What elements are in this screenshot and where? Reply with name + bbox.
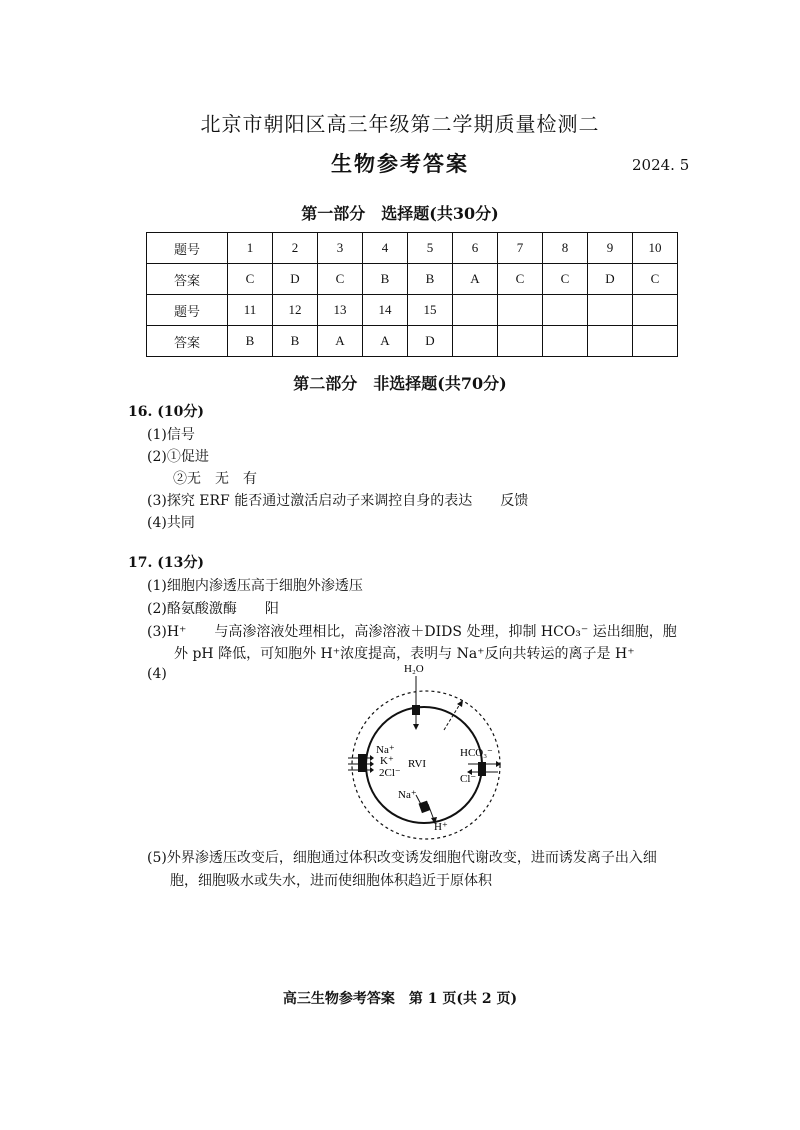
part2-heading: 第二部分 非选择题(共70分) <box>293 374 507 393</box>
h-label: H⁺ <box>434 821 448 833</box>
cl-label: Cl⁻ <box>460 773 477 785</box>
arrowhead-icon <box>370 767 374 773</box>
q16-answer-4: (4)共同 <box>147 515 195 531</box>
table-cell: 6 <box>453 233 498 264</box>
table-cell: C <box>498 264 543 295</box>
table-cell <box>453 295 498 326</box>
aquaporin-channel <box>412 705 420 715</box>
q16-heading: 16. (10分) <box>128 404 204 420</box>
table-cell: B <box>228 326 273 357</box>
q17-answer-5-line1: (5)外界渗透压改变后，细胞通过体积改变诱发细胞代谢改变，进而诱发离子出入细 <box>147 850 657 866</box>
table-cell: C <box>543 264 588 295</box>
h-out-arrow <box>428 804 434 820</box>
table-cell: D <box>408 326 453 357</box>
q16-answer-2b: ②无 无 有 <box>173 471 257 487</box>
table-cell <box>498 295 543 326</box>
table-cell: 14 <box>363 295 408 326</box>
document-subtitle: 生物参考答案 <box>331 151 469 176</box>
arrowhead-icon <box>370 755 374 761</box>
table-cell <box>588 326 633 357</box>
cell-volume-diagram <box>336 658 516 843</box>
table-cell <box>453 326 498 357</box>
q17-answer-1: (1)细胞内渗透压高于细胞外渗透压 <box>147 578 363 594</box>
nkcc-transporter <box>358 754 367 772</box>
table-cell <box>633 326 678 357</box>
h2o-label: H₂O <box>404 663 424 675</box>
q17-heading: 17. (13分) <box>128 555 204 571</box>
table-cell: 15 <box>408 295 453 326</box>
table-cell <box>588 295 633 326</box>
table-cell: 12 <box>273 295 318 326</box>
table-row <box>147 233 678 264</box>
table-cell: A <box>363 326 408 357</box>
table-cell: 1 <box>228 233 273 264</box>
table-cell: 5 <box>408 233 453 264</box>
table-row-label: 答案 <box>147 326 228 357</box>
table-cell <box>543 326 588 357</box>
table-cell: 13 <box>318 295 363 326</box>
table-row-label: 题号 <box>147 295 228 326</box>
table-cell: 9 <box>588 233 633 264</box>
h2o-arrowhead <box>413 724 419 730</box>
table-cell <box>633 295 678 326</box>
table-cell <box>498 326 543 357</box>
document-title: 北京市朝阳区高三年级第二学期质量检测二 <box>200 112 600 136</box>
expansion-arrowhead <box>457 700 463 707</box>
table-cell: A <box>453 264 498 295</box>
rvi-label: RVI <box>408 758 427 770</box>
table-cell: C <box>318 264 363 295</box>
q16-answer-2a: (2)①促进 <box>147 449 209 465</box>
table-cell: 8 <box>543 233 588 264</box>
answer-table <box>146 232 678 357</box>
part1-heading: 第一部分 选择题(共30分) <box>301 204 499 223</box>
q17-answer-2: (2)酪氨酸激酶 阳 <box>147 601 279 617</box>
table-cell <box>543 295 588 326</box>
table-cell: D <box>588 264 633 295</box>
table-cell: 4 <box>363 233 408 264</box>
table-cell: 3 <box>318 233 363 264</box>
q17-answer-4: (4) <box>147 666 167 682</box>
table-cell: B <box>408 264 453 295</box>
table-cell: 7 <box>498 233 543 264</box>
table-cell: B <box>363 264 408 295</box>
table-row <box>147 264 678 295</box>
q16-answer-1: (1)信号 <box>147 427 195 443</box>
table-cell: 2 <box>273 233 318 264</box>
page-footer: 高三生物参考答案 第 1 页(共 2 页) <box>282 991 518 1007</box>
k-label: K⁺ <box>380 755 394 767</box>
table-row-label: 题号 <box>147 233 228 264</box>
q17-answer-3-line2: 外 pH 降低，可知胞外 H⁺浓度提高，表明与 Na⁺反向共转运的离子是 H⁺ <box>174 646 635 662</box>
table-row-label: 答案 <box>147 264 228 295</box>
q17-answer-5-line2: 胞，细胞吸水或失水，进而使细胞体积趋近于原体积 <box>170 873 492 889</box>
table-cell: A <box>318 326 363 357</box>
table-cell: C <box>633 264 678 295</box>
arrowhead-icon <box>370 761 374 767</box>
document-date: 2024. 5 <box>632 156 690 174</box>
table-cell: C <box>228 264 273 295</box>
na2-label: Na⁺ <box>398 789 417 801</box>
hco3-label: HCO₃⁻ <box>460 747 493 759</box>
table-cell: 10 <box>633 233 678 264</box>
na-label: Na⁺ <box>376 744 395 756</box>
table-row <box>147 326 678 357</box>
cl2-label: 2Cl⁻ <box>379 767 401 779</box>
table-cell: 11 <box>228 295 273 326</box>
table-cell: D <box>273 264 318 295</box>
q16-answer-3: (3)探究 ERF 能否通过激活启动子来调控自身的表达 反馈 <box>147 493 529 509</box>
table-cell: B <box>273 326 318 357</box>
table-row <box>147 295 678 326</box>
q17-answer-3-line1: (3)H⁺ 与高渗溶液处理相比，高渗溶液＋DIDS 处理，抑制 HCO₃⁻ 运出细胞，胞 <box>147 624 677 640</box>
